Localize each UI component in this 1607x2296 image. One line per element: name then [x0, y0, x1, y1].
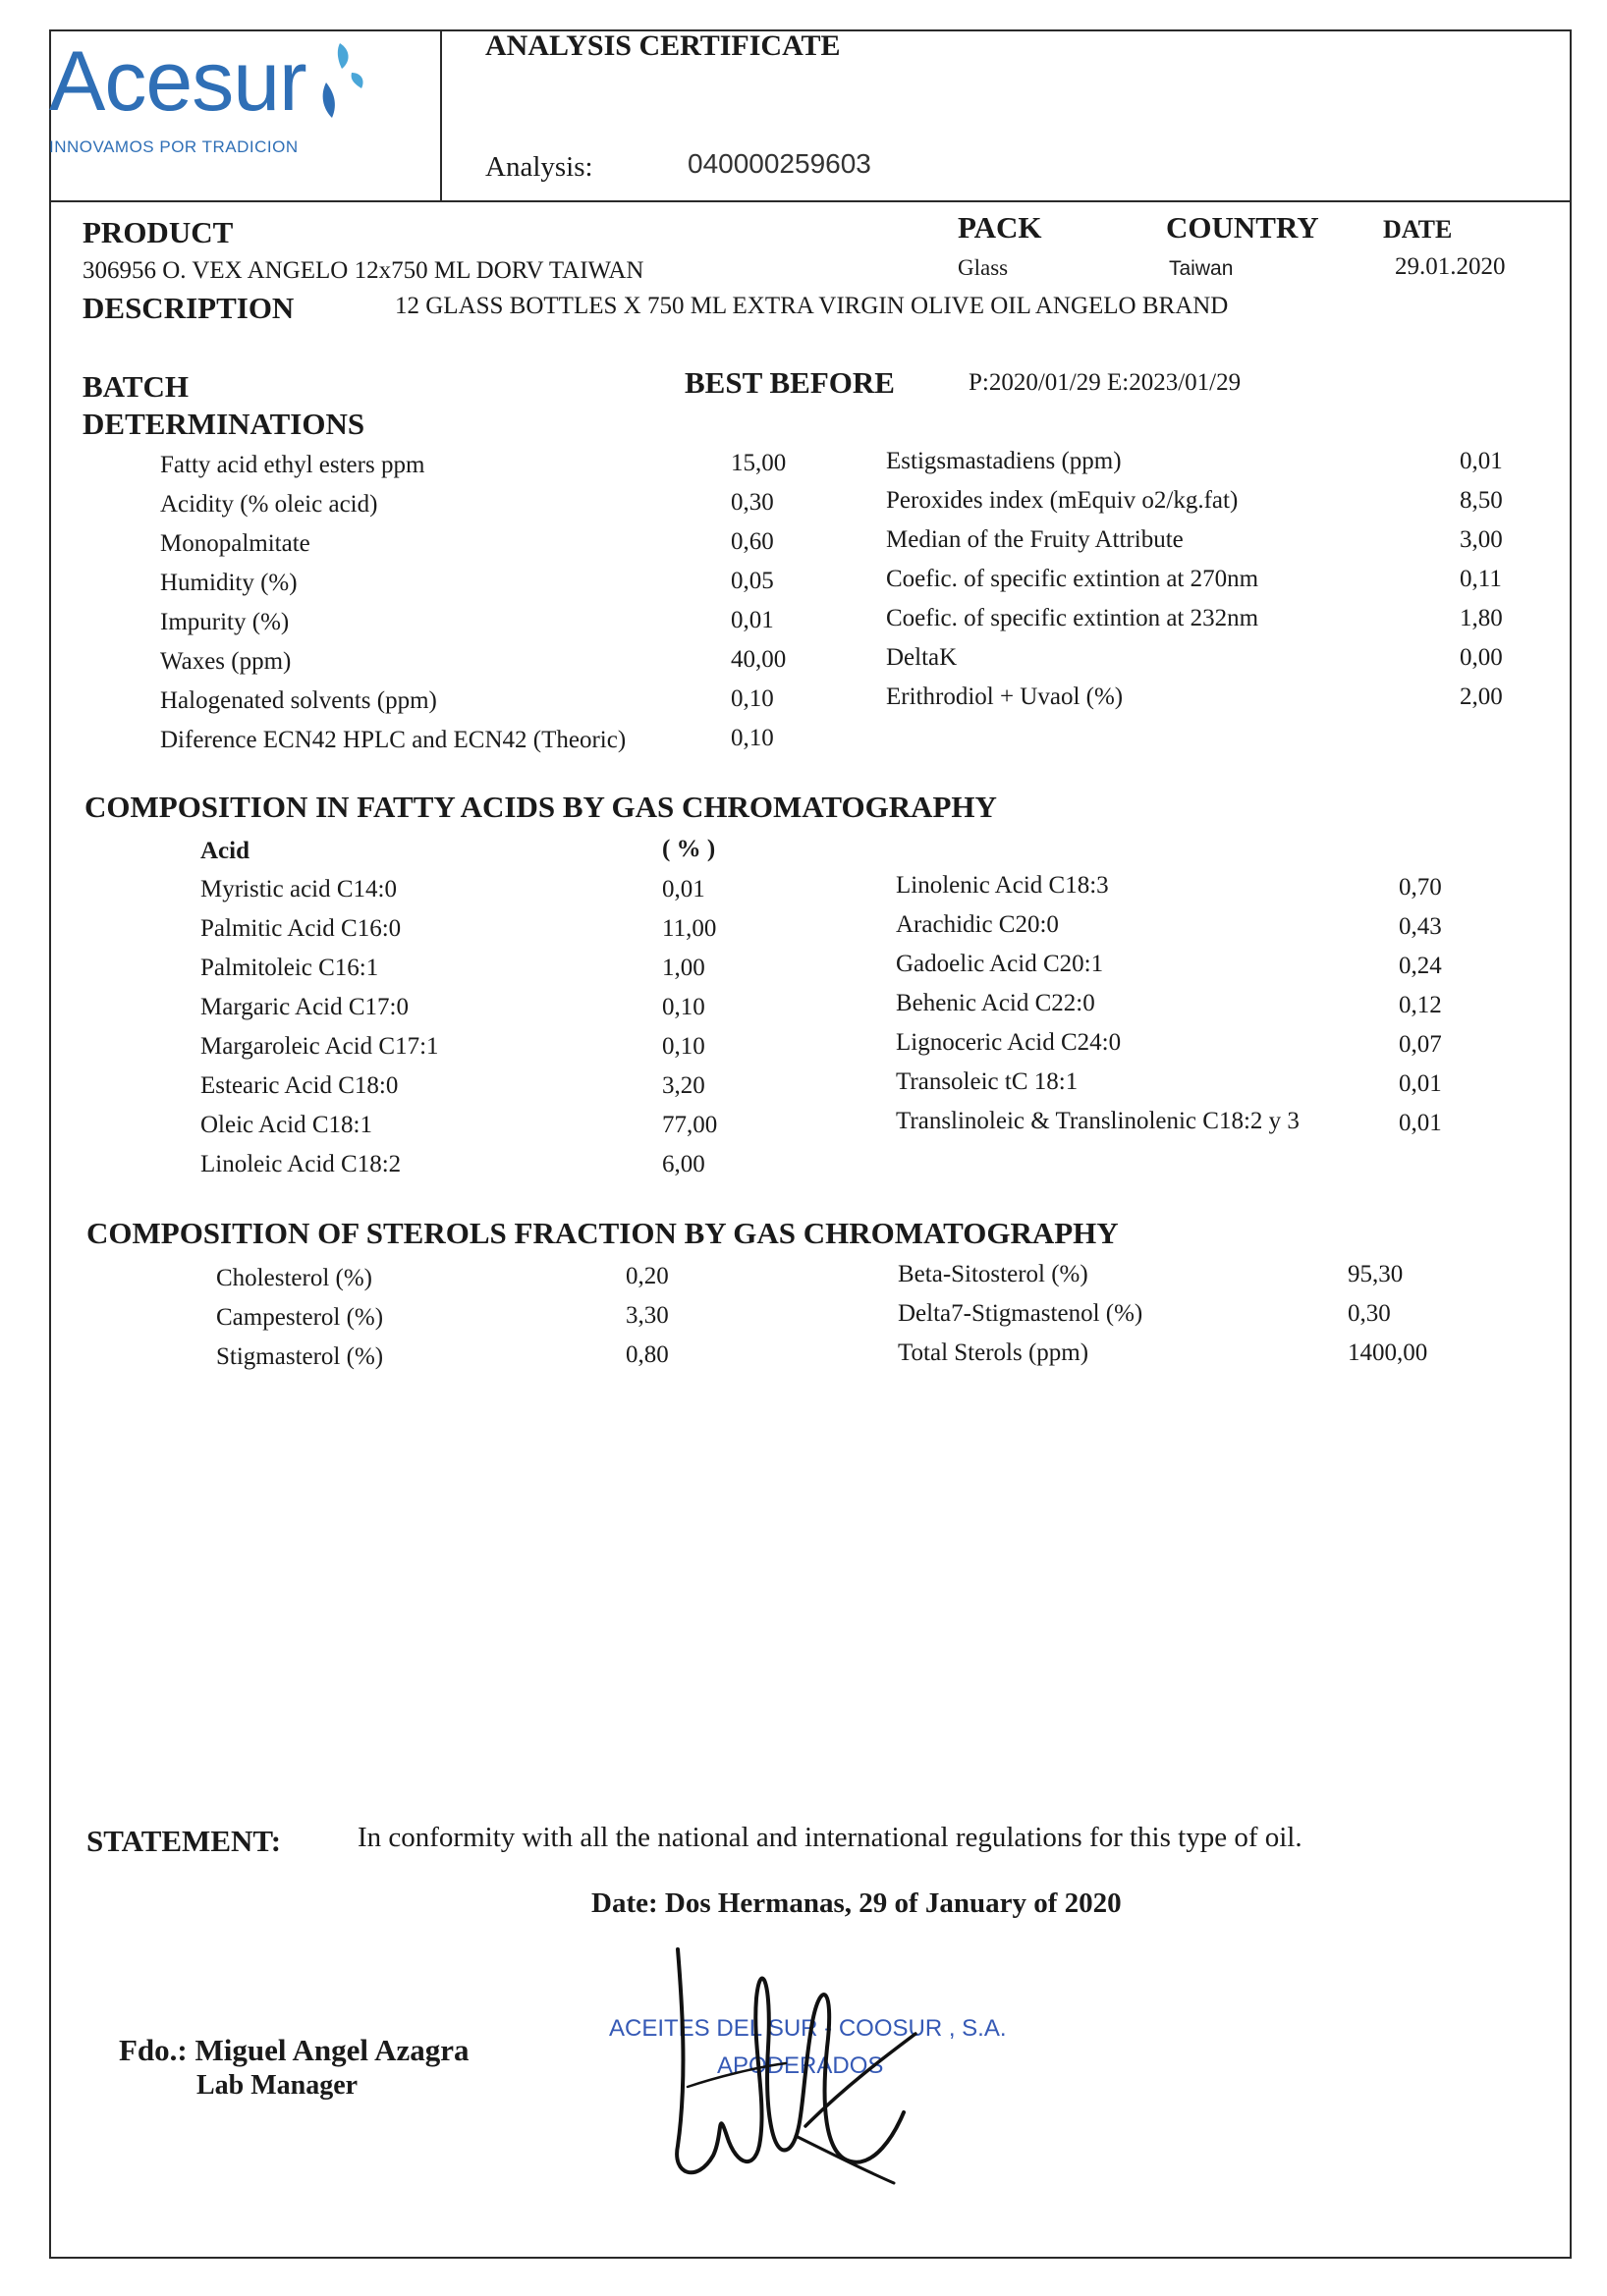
pack-value: Glass	[958, 255, 1009, 280]
date-label: DATE	[1383, 215, 1453, 244]
sterol-name: Campesterol (%)	[216, 1304, 384, 1331]
determination-name: Fatty acid ethyl esters ppm	[160, 452, 425, 478]
determination-name: Waxes (ppm)	[160, 648, 292, 675]
fatty-acid-value: 77,00	[662, 1112, 718, 1138]
best-before-value: P:2020/01/29 E:2023/01/29	[969, 369, 1242, 396]
sterol-name: Total Sterols (ppm)	[898, 1339, 1089, 1366]
header-divider-vertical	[440, 29, 442, 202]
sterol-name: Stigmasterol (%)	[216, 1343, 384, 1370]
determination-name: Peroxides index (mEquiv o2/kg.fat)	[886, 487, 1239, 514]
statement-text: In conformity with all the national and international regulations for this type of oil.	[358, 1822, 1302, 1853]
sterol-value: 95,30	[1348, 1261, 1404, 1287]
fatty-acid-name: Estearic Acid C18:0	[200, 1072, 399, 1099]
sterol-name: Cholesterol (%)	[216, 1265, 372, 1291]
determinations-title: DETERMINATIONS	[83, 407, 365, 441]
company-stamp-line1: ACEITES DEL SUR - COOSUR , S.A.	[609, 2015, 1007, 2042]
sterol-name: Beta-Sitosterol (%)	[898, 1261, 1088, 1287]
pack-label: PACK	[958, 210, 1042, 245]
determination-value: 0,60	[731, 528, 774, 555]
determination-value: 0,01	[1460, 448, 1503, 474]
fatty-acid-value: 0,10	[662, 1033, 705, 1060]
fatty-acids-col-acid: Acid	[200, 838, 249, 864]
fatty-acid-value: 1,00	[662, 955, 705, 981]
fatty-acid-name: Palmitoleic C16:1	[200, 955, 379, 981]
sterol-value: 0,80	[626, 1341, 669, 1368]
sterol-value: 0,20	[626, 1263, 669, 1289]
handwritten-signature	[658, 1940, 923, 2195]
fatty-acid-value: 6,00	[662, 1151, 705, 1177]
determination-value: 0,10	[731, 685, 774, 712]
determination-name: Coefic. of specific extintion at 270nm	[886, 566, 1259, 592]
determination-value: 0,01	[731, 607, 774, 633]
determination-value: 1,80	[1460, 605, 1503, 631]
fatty-acid-value: 0,10	[662, 994, 705, 1020]
fatty-acid-name: Linoleic Acid C18:2	[200, 1151, 402, 1177]
sterol-value: 3,30	[626, 1302, 669, 1329]
description-value: 12 GLASS BOTTLES X 750 ML EXTRA VIRGIN OLIVE OIL ANGELO BRAND	[395, 293, 1229, 319]
fatty-acid-name: Transoleic tC 18:1	[896, 1068, 1079, 1095]
fatty-acid-name: Translinoleic & Translinolenic C18:2 y 3	[896, 1108, 1300, 1134]
determination-value: 8,50	[1460, 487, 1503, 514]
certificate-title: ANALYSIS CERTIFICATE	[485, 29, 841, 62]
signed-by: Fdo.: Miguel Angel Azagra	[119, 2033, 470, 2067]
determination-name: Median of the Fruity Attribute	[886, 526, 1184, 553]
determination-value: 3,00	[1460, 526, 1503, 553]
date-value: 29.01.2020	[1395, 253, 1506, 280]
logo-leaf-icon	[312, 39, 365, 122]
determination-value: 0,00	[1460, 644, 1503, 671]
fatty-acid-name: Palmitic Acid C16:0	[200, 915, 402, 942]
sterol-name: Delta7-Stigmastenol (%)	[898, 1300, 1143, 1327]
determination-name: Humidity (%)	[160, 570, 298, 596]
fatty-acid-value: 3,20	[662, 1072, 705, 1099]
product-value: 306956 O. VEX ANGELO 12x750 ML DORV TAIWAN	[83, 257, 644, 284]
sterol-value: 1400,00	[1348, 1339, 1428, 1366]
fatty-acid-value: 0,01	[1399, 1110, 1442, 1136]
fatty-acid-value: 0,12	[1399, 992, 1442, 1018]
determination-value: 15,00	[731, 450, 787, 476]
fatty-acid-name: Margaroleic Acid C17:1	[200, 1033, 439, 1060]
acesur-logo	[49, 33, 306, 131]
fatty-acid-name: Lignoceric Acid C24:0	[896, 1029, 1122, 1056]
determination-name: Halogenated solvents (ppm)	[160, 687, 437, 714]
determination-name: DeltaK	[886, 644, 958, 671]
determination-value: 40,00	[731, 646, 787, 673]
determination-value: 0,30	[731, 489, 774, 516]
statement-date: Date: Dos Hermanas, 29 of January of 2020	[591, 1887, 1122, 1919]
determination-value: 2,00	[1460, 683, 1503, 710]
determination-name: Estigsmastadiens (ppm)	[886, 448, 1122, 474]
signer-role: Lab Manager	[196, 2070, 359, 2101]
fatty-acid-value: 0,70	[1399, 874, 1442, 901]
fatty-acids-title: COMPOSITION IN FATTY ACIDS BY GAS CHROMATOGRAPHY	[84, 790, 997, 824]
determination-name: Monopalmitate	[160, 530, 310, 557]
sterol-value: 0,30	[1348, 1300, 1391, 1327]
determination-name: Diference ECN42 HPLC and ECN42 (Theoric)	[160, 727, 627, 753]
analysis-label: Analysis:	[485, 151, 593, 183]
fatty-acid-value: 0,43	[1399, 913, 1442, 940]
determination-value: 0,11	[1460, 566, 1502, 592]
product-label: PRODUCT	[83, 215, 234, 249]
fatty-acid-name: Behenic Acid C22:0	[896, 990, 1095, 1016]
certificate-frame	[49, 29, 1572, 2259]
determination-name: Impurity (%)	[160, 609, 290, 635]
fatty-acid-name: Oleic Acid C18:1	[200, 1112, 372, 1138]
best-before-label: BEST BEFORE	[685, 365, 895, 400]
fatty-acid-name: Arachidic C20:0	[896, 911, 1059, 938]
fatty-acid-name: Gadoelic Acid C20:1	[896, 951, 1104, 977]
fatty-acid-value: 11,00	[662, 915, 717, 942]
fatty-acids-col-pct: ( % )	[662, 836, 716, 862]
batch-label: BATCH	[83, 369, 189, 404]
sterols-title: COMPOSITION OF STEROLS FRACTION BY GAS CHROMATOGRAPHY	[86, 1216, 1119, 1250]
statement-label: STATEMENT:	[86, 1824, 282, 1858]
determination-name: Coefic. of specific extintion at 232nm	[886, 605, 1259, 631]
country-label: COUNTRY	[1166, 210, 1319, 245]
country-value: Taiwan	[1169, 257, 1234, 280]
logo-tagline: INNOVAMOS POR TRADICION	[49, 137, 299, 156]
fatty-acid-name: Myristic acid C14:0	[200, 876, 397, 902]
determination-name: Acidity (% oleic acid)	[160, 491, 378, 518]
company-stamp-line2: APODERADOS	[717, 2052, 884, 2079]
description-label: DESCRIPTION	[83, 291, 295, 325]
determination-value: 0,05	[731, 568, 774, 594]
fatty-acid-name: Margaric Acid C17:0	[200, 994, 409, 1020]
fatty-acid-value: 0,07	[1399, 1031, 1442, 1058]
logo-word: Acesur	[49, 34, 306, 129]
fatty-acid-value: 0,24	[1399, 953, 1442, 979]
determination-value: 0,10	[731, 725, 774, 751]
analysis-number: 040000259603	[688, 148, 871, 179]
fatty-acid-name: Linolenic Acid C18:3	[896, 872, 1109, 899]
fatty-acid-value: 0,01	[662, 876, 705, 902]
header-divider-horizontal	[49, 200, 1572, 202]
determination-name: Erithrodiol + Uvaol (%)	[886, 683, 1124, 710]
fatty-acid-value: 0,01	[1399, 1070, 1442, 1097]
